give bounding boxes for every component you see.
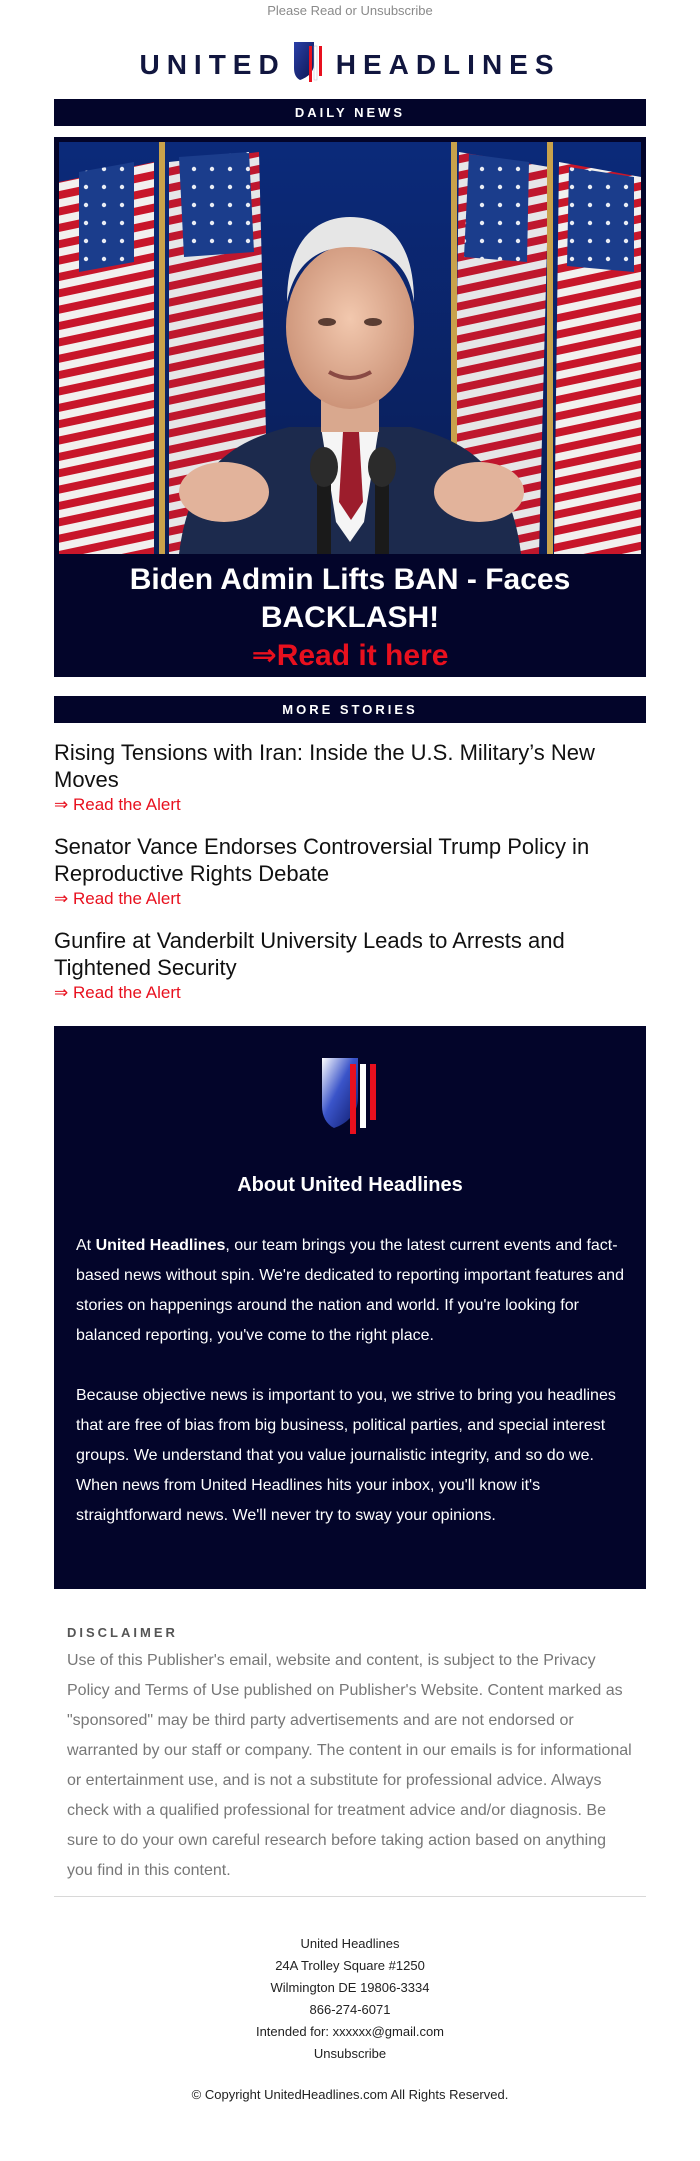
footer-company: United Headlines	[300, 1936, 400, 1951]
about-brand: United Headlines	[95, 1237, 226, 1254]
brand-word-left: UNITED	[139, 49, 286, 80]
about-paragraph: Because objective news is important to you, we strive to bring you headlines that are free of bias from big business, political parties, and special interest groups. We understand that you value journalistic integrity, and so do we. When news from United Headlines hits your inbox, you'll know it's straightforward news. We'll never try to sway your opinions.	[76, 1387, 616, 1524]
story-item[interactable]	[54, 833, 646, 911]
about-section	[54, 1026, 646, 1589]
preheader-text[interactable]: Please Read or Unsubscribe	[267, 3, 433, 18]
about-title: About United Headlines	[237, 1174, 463, 1196]
more-stories-bar: MORE STORIES	[54, 696, 646, 723]
story-item[interactable]	[54, 927, 646, 1005]
divider	[54, 1896, 646, 1897]
about-lead: At	[76, 1237, 96, 1254]
footer-phone: 866-274-6071	[309, 2002, 391, 2017]
shield-flag-icon	[292, 40, 326, 91]
speaker-at-podium-with-flags-photo[interactable]	[59, 142, 641, 554]
brand-logo[interactable]	[0, 33, 700, 97]
story-read-alert-link[interactable]: ⇒ Read the Alert	[54, 983, 181, 1002]
about-paragraph	[76, 1231, 624, 1351]
footer-address-line1: 24A Trolley Square #1250	[275, 1958, 425, 1973]
story-read-alert-link[interactable]: ⇒ Read the Alert	[54, 795, 181, 814]
story-title[interactable]: Gunfire at Vanderbilt University Leads to Arrests and Tightened Security	[54, 928, 565, 980]
disclaimer-text: Use of this Publisher's email, website and content, is subject to the Privacy Policy and Terms of Use published on Publisher's Website. Content marked as "sponsored" may be third party advertisements and are not endorsed or warranted by our staff or company. The content in our emails is for informational or entertainment use, and is not a substitute for professional advice. Always check with a qualified professional for treatment advice and/or diagnosis. Be sure to do your own careful research before taking action based on anything you find in this content.	[67, 1652, 632, 1879]
story-title[interactable]: Rising Tensions with Iran: Inside the U.S. Military’s New Moves	[54, 740, 595, 792]
footer-address-line2: Wilmington DE 19806-3334	[270, 1980, 430, 1995]
shield-flag-icon	[76, 1054, 624, 1142]
disclaimer-section	[54, 1589, 646, 1886]
copyright-text: © Copyright UnitedHeadlines.com All Rights Reserved.	[191, 2087, 509, 2102]
hero-headline[interactable]: Biden Admin Lifts BAN - Faces BACKLASH!	[129, 563, 571, 634]
footer	[54, 1933, 646, 2065]
daily-news-bar: DAILY NEWS	[54, 99, 646, 126]
hero-card[interactable]	[54, 137, 646, 677]
story-read-alert-link[interactable]: ⇒ Read the Alert	[54, 889, 181, 908]
brand-word-right: HEADLINES	[335, 49, 561, 80]
disclaimer-label: DISCLAIMER	[67, 1625, 178, 1640]
story-item[interactable]	[54, 739, 646, 817]
unsubscribe-link[interactable]: Unsubscribe	[313, 2046, 387, 2061]
story-title[interactable]: Senator Vance Endorses Controversial Trump Policy in Reproductive Rights Debate	[54, 834, 590, 886]
hero-read-link[interactable]: ⇒Read it here	[251, 639, 449, 672]
footer-intended-for: Intended for: xxxxxx@gmail.com	[255, 2024, 445, 2039]
about-rest: , our team brings you the latest current events and fact-based news without spin. We're dedicated to reporting important features and stories on happenings around the nation and world. If you're looking for balanced reporting, you've come to the right place.	[76, 1237, 624, 1344]
